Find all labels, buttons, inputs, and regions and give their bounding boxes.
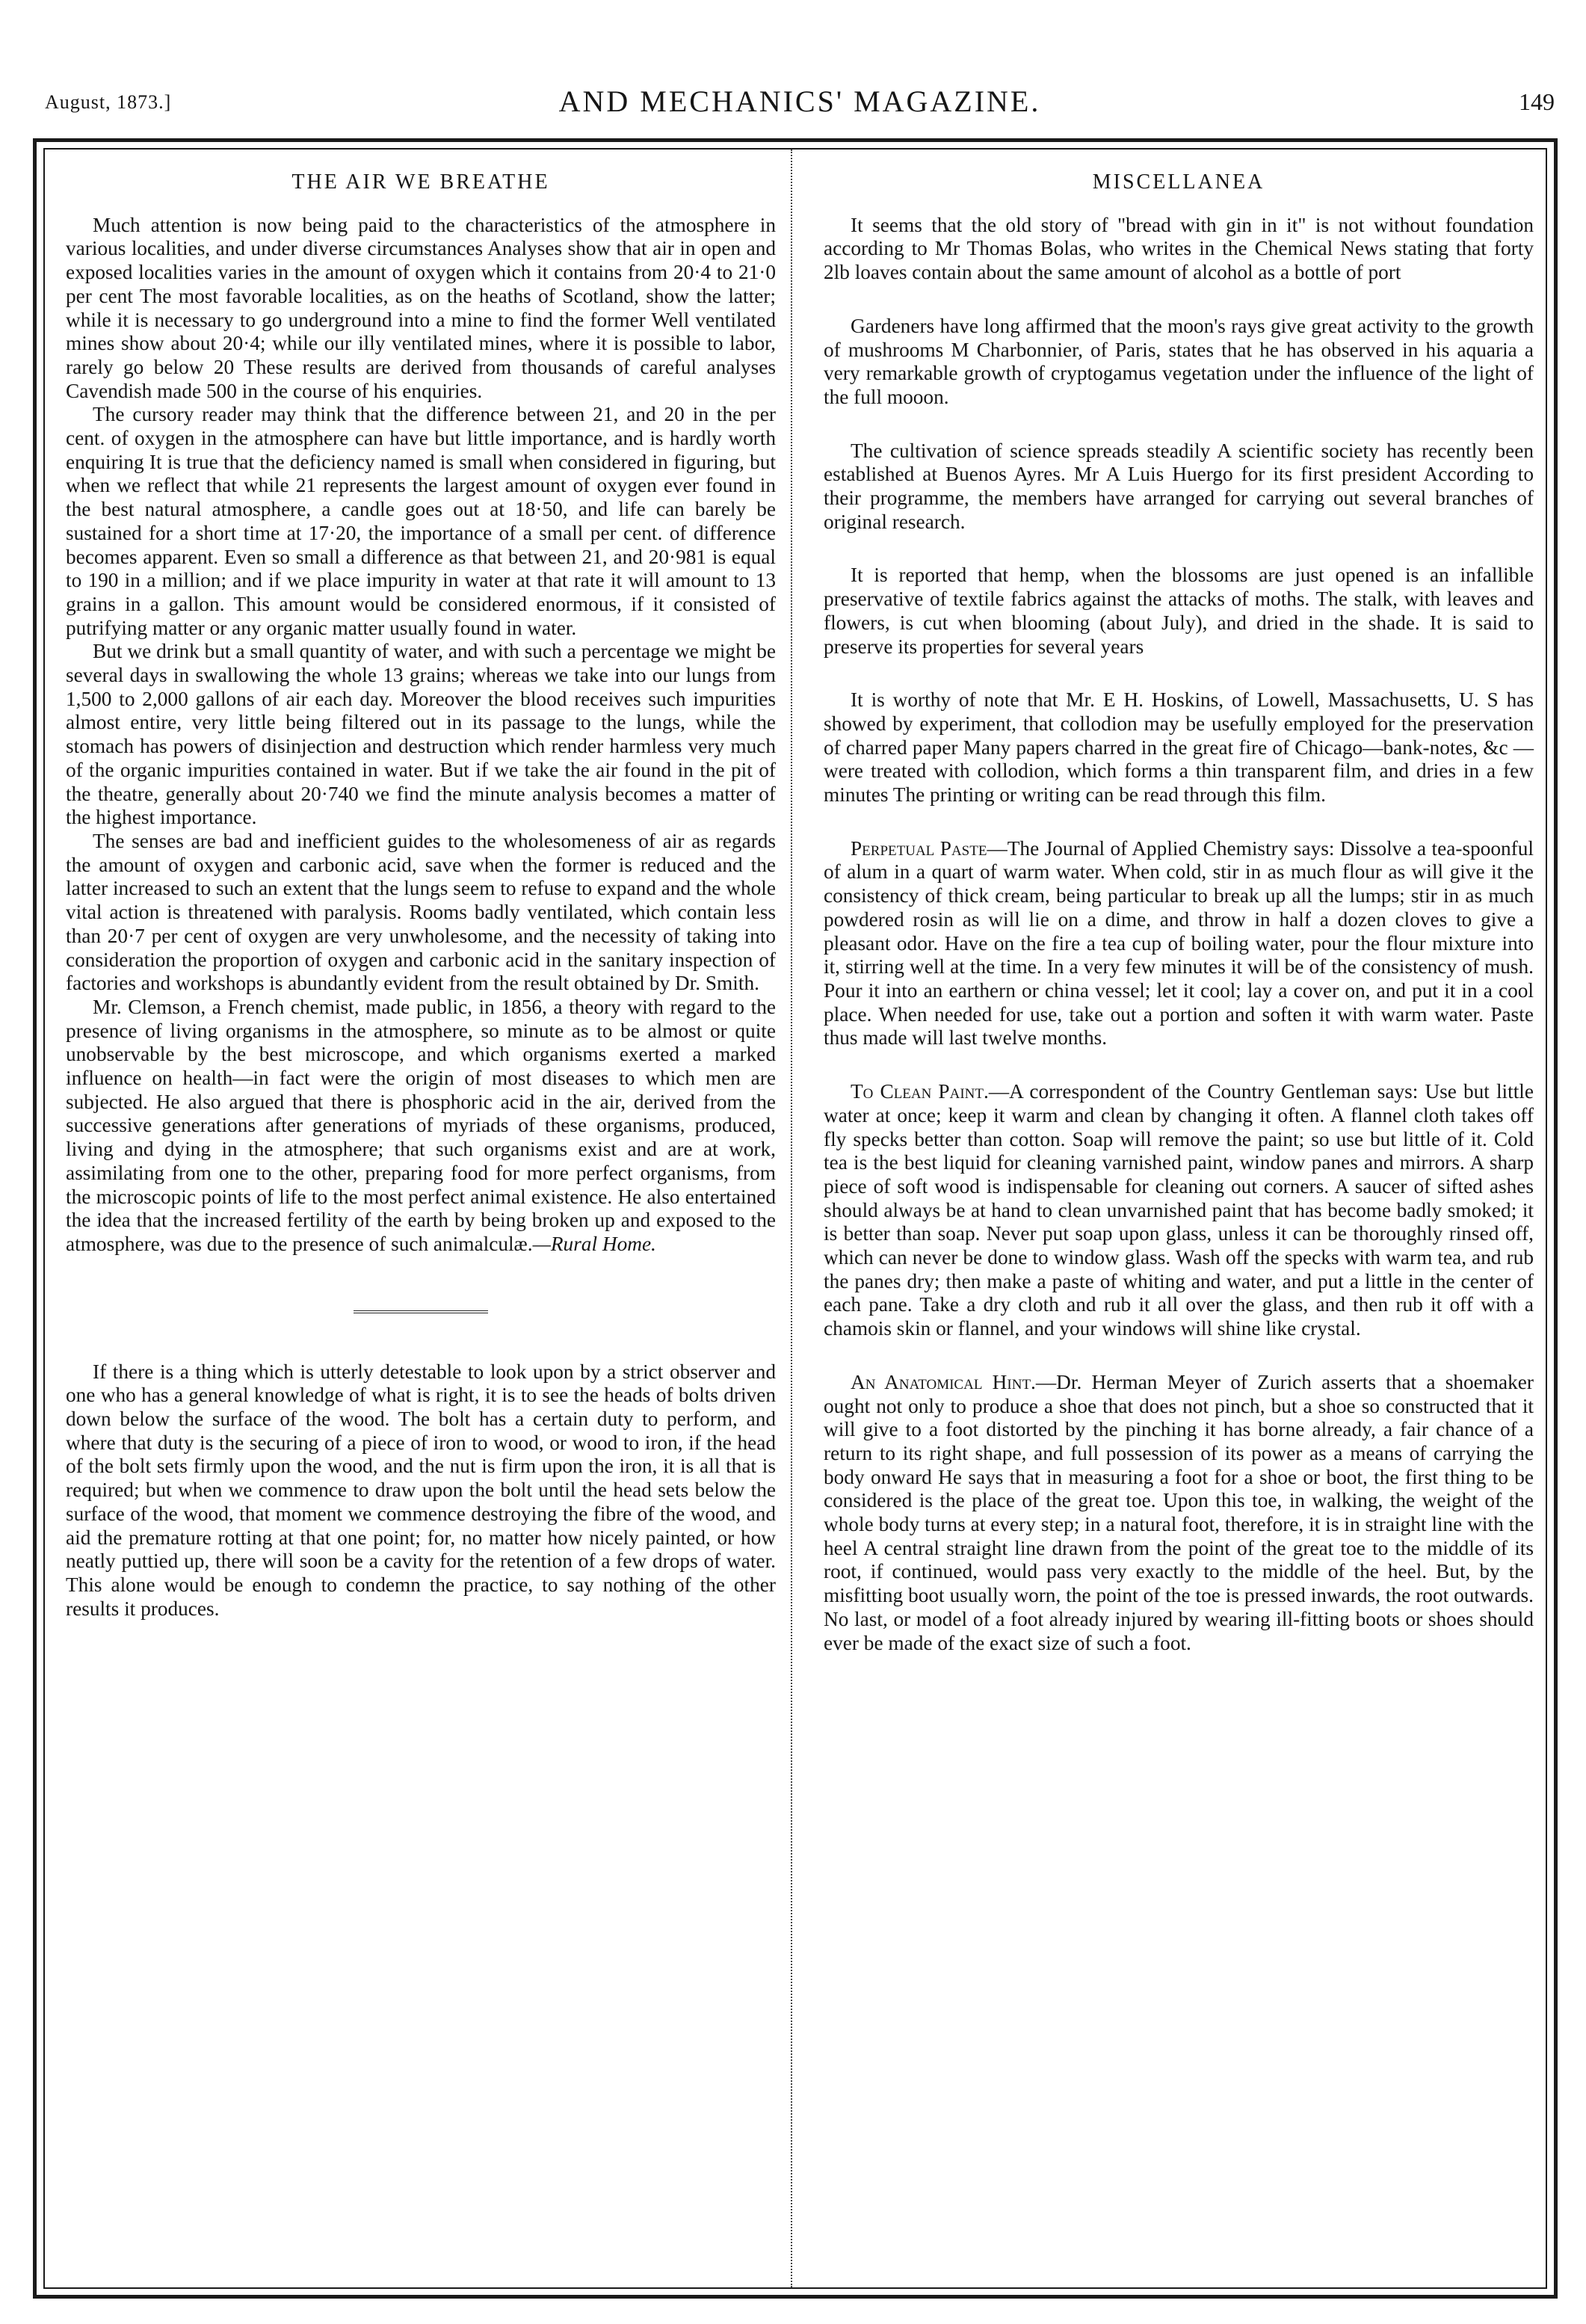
left-column <box>66 170 776 1621</box>
page-number: 149 <box>1519 88 1555 115</box>
article-paragraph: Much attention is now being paid to the characteristics of the atmosphere in various localities, and under diverse circumstances Analyses show that air in open and exposed localities varies in the amount of oxygen which it contains from 20·4 to 21·0 per cent The most favorable localities, as on the heaths of Scotland, show the latter; while it is necessary to go underground into a mine to find the former Well ventilated mines show about 20·4; while our illy ventilated mines, where it is possible to labor, rarely go below 20 These results are derived from thousands of careful analyses Cavendish made 500 in the course of his enquiries. <box>66 213 776 402</box>
misc-item <box>824 214 1534 285</box>
article-paragraph: The senses are bad and inefficient guides to the wholesomeness of air as regards the amount of oxygen and carbonic acid, save when the former is reduced and the latter increased to such an extent that the lungs seem to refuse to expand and the whole vital action is threatened with paralysis. Rooms badly ventilated, which contain less than 20·7 per cent of oxygen are very unwholesome, and the necessity of taking into consideration the proportion of oxygen and carbonic acid in the sanitary inspection of factories and workshops is abundantly evident from the result obtained by Dr. Smith. <box>66 829 776 995</box>
article-paragraph: The cursory reader may think that the difference between 21, and 20 in the per cent. of oxygen in the atmosphere can have but little importance, and is hardly worth enquiring It is true that the deficiency named is small when considered in figuring, but when we reflect that while 21 represents the largest amount of oxygen ever found in the best natural atmosphere, a candle goes out at 18·50, and life can barely be sustained for a short time at 17·20, the importance of a small per cent. of difference becomes apparent. Even so small a difference as that between 21, and 20·981 is equal to 190 in a million; and if we place impurity in water at that rate it will amount to 13 grains in a gallon. This amount would be considered enormous, if it consisted of putrifying matter or any organic matter usually found in water. <box>66 403 776 639</box>
misc-item <box>824 315 1534 410</box>
magazine-title: AND MECHANICS' MAGAZINE. <box>558 84 1041 118</box>
misc-item-text: —Dr. Herman Meyer of Zurich asserts that a shoemaker ought not only to produce a shoe that does not pinch, but a shoe so constructed that it will give to a foot distorted by the pinching it has borne already, a fair chance of a return to its right shape, and full possession of its power as a means of carrying the body onward He says that in measuring a foot for a shoe or boot, the first thing to be considered is the place of the great toe. Upon this toe, in walking, the weight of the whole body turns at every step; in a natural foot, therefore, it is in straight line with the heel A central straight line drawn from the point of the great toe to the middle of its root, if continued, would pass very exactly to the middle of the heel. But, by the misfitting boot usually worn, the point of the toe is pressed inwards, the root outwards. No last, or model of a foot already injured by wearing ill-fitting boots or shoes should ever be made of the exact size of such a foot. <box>824 1370 1534 1654</box>
page-header <box>45 84 1555 129</box>
misc-item-lead: To Clean Paint. <box>851 1080 989 1103</box>
misc-item <box>824 564 1534 659</box>
article-paragraph-text: Mr. Clemson, a French chemist, made public, in 1856, a theory with regard to the presence of living organisms in the atmosphere, so minute as to be almost or quite unobservable by the best microscope, and which organisms exerted a marked influence on health—in fact were the origin of most diseases to which men are subjected. He also argued that there is phosphoric acid in the air, derived from the successive generations after generations of myriads of these organisms, produced, living and dying in the atmosphere; that such organisms exist and are at work, assimilating from one to the other, preparing food for more perfect organisms, from the microscopic points of life to the most perfect animal existence. He also entertained the idea that the increased fertility of the earth by being broken up and exposed to the atmosphere, was due to the presence of such animalculæ. <box>66 995 776 1255</box>
misc-item-text: Gardeners have long affirmed that the moon's rays give great activity to the growth of mushrooms M Charbonnier, of Paris, states that he has observed in his aquaria a very remarkable growth of cryptogamus vegetation under the influence of the light of the full mooon. <box>824 314 1534 408</box>
misc-item-text: It is reported that hemp, when the blossoms are just opened is an infallible preservative of textile fabrics against the attacks of moths. The stalk, with leaves and flowers, is cut when blooming (about July), and dried in the shade. It is said to preserve its properties for several years <box>824 564 1534 658</box>
right-column <box>824 170 1534 1685</box>
misc-item-lead: An Anatomical Hint. <box>851 1370 1036 1393</box>
article-title-air: THE AIR WE BREATHE <box>291 170 550 194</box>
misc-item-text: The cultivation of science spreads steadily A scientific society has recently been established at Buenos Ayres. Mr A Luis Huergo for its first president According to their programme, the members have arranged for carrying out several branches of original research. <box>824 439 1534 533</box>
misc-item-text: It seems that the old story of "bread with gin in it" is not without foundation according to Mr Thomas Bolas, who writes in the Chemical News stating that forty 2lb loaves contain about the same amount of alcohol as a bottle of port <box>824 213 1534 284</box>
misc-item-text: —The Journal of Applied Chemistry says: Dissolve a tea-spoonful of alum in a quart of warm water. When cold, stir in as much flour as will give it the consistency of thick cream, being particular to break up all the lumps; stir in as much powdered rosin as will lie on a dime, and throw in half a dozen cloves to give a pleasant odor. Have on the fire a tea cup of boiling water, pour the flour mixture into it, stirring well at the time. In a very few minutes it will be of the consistency of mush. Pour it into an earthern or china vessel; let it cool; lay a cover on, and put it in a cool place. When needed for use, take out a portion and soften it with warm water. Paste thus made will last twelve months. <box>824 836 1534 1050</box>
misc-item-text: It is worthy of note that Mr. E H. Hoskins, of Lowell, Massachusetts, U. S has showed by experiment, that collodion may be usefully employed for the preservation of charred paper Many papers charred in the great fire of Chicago—bank-notes, &c —were treated with collodion, which forms a thin transparent film, and dries in a few minutes The printing or writing can be read through this film. <box>824 688 1534 807</box>
miscellanea-title: MISCELLANEA <box>1092 170 1265 194</box>
article-paragraph-last <box>66 996 776 1257</box>
misc-item <box>824 440 1534 534</box>
misc-item <box>824 688 1534 807</box>
header-date: August, 1873.] <box>45 91 172 113</box>
misc-item-paint <box>824 1080 1534 1341</box>
misc-item-lead: Perpetual Paste <box>851 836 987 860</box>
misc-item-text: —A correspondent of the Country Gentleman says: Use but little water at once; keep it warm and clean by changing it often. A flannel cloth takes off fly specks better than cotton. Soap will remove the paint; so use but little of it. Cold tea is the best liquid for cleaning varnished paint, window panes and mirrors. A sharp piece of soft wood is indispensable for cleaning out corners. A saucer of sifted ashes should always be at hand to clean unvarnished paint that has become badly smoked; it is better than soap. Never put soap upon glass, unless it can be thoroughly rinsed off, which can never be done to window glass. Wash off the specks with warm tea, and rub the panes dry; then make a paste of whiting and water, and put a little in the center of each pane. Take a dry cloth and rub it all over the glass, and then rub it off with a chamois skin or flannel, and your windows will shine like crystal. <box>824 1080 1534 1340</box>
bolts-paragraph: If there is a thing which is utterly detestable to look upon by a strict observer and one who has a general knowledge of what is right, it is to see the heads of bolts driven down below the surface of the wood. The bolt has a certain duty to perform, and where that duty is the securing of a piece of iron to wood, or wood to iron, if the head of the bolt sets firmly upon the wood, and the nut is firm upon the iron, it is all that is required; but when we commence to draw upon the bolt until the head sets below the surface of the wood, that moment we commence destroying the fibre of the wood, and aid the premature rotting at that one point; for, no matter how nicely painted, or how neatly puttied up, there will soon be a cavity for the retention of a few drops of water. This alone would be enough to condemn the practice, to say nothing of the other results it produces. <box>66 1360 776 1620</box>
column-divider <box>791 150 792 2287</box>
misc-item-anatomical <box>824 1371 1534 1655</box>
misc-item-paste <box>824 837 1534 1050</box>
section-divider <box>354 1310 488 1316</box>
article-paragraph: But we drink but a small quantity of water, and with such a percentage we might be several days in swallowing the whole 13 grains; whereas we take into our lungs from 1,500 to 2,000 gallons of air each day. Moreover the blood receives such impurities almost entire, very little being filtered out in its passage to the lungs, while the stomach has powers of disinjection and destruction which render harmless very much of the organic impurities contained in water. But if we take the air found in the pit of the theatre, generally about 20·740 we find the minute analysis becomes a matter of the highest importance. <box>66 640 776 829</box>
article-source: —Rural Home. <box>532 1232 656 1255</box>
